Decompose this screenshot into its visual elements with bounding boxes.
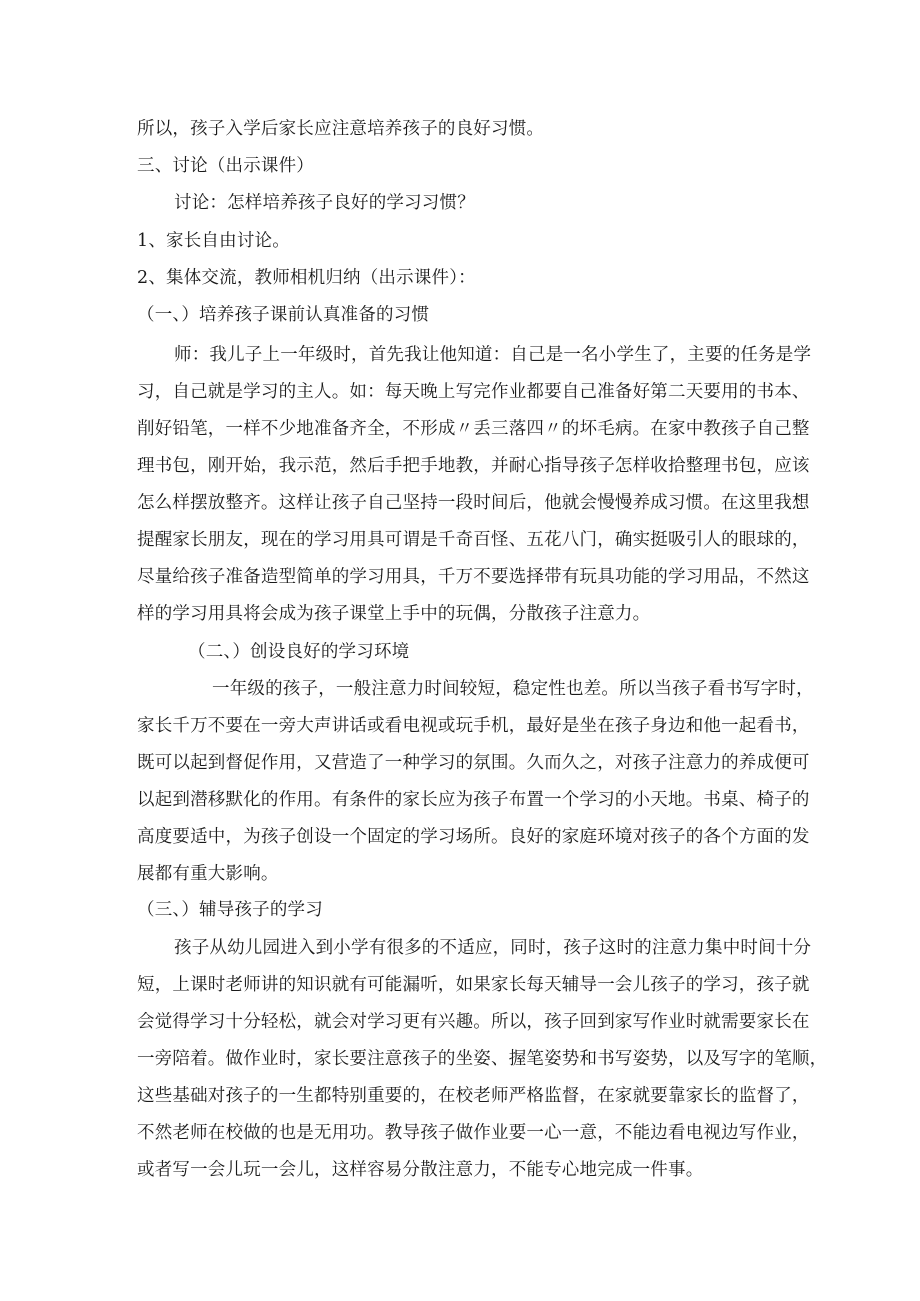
text-line: 1、家长自由讨论。 [137, 231, 290, 251]
text-line: 理书包，刚开始，我示范，然后手把手地教，并耐心指导孩子怎样收拾整理书包，应该 [137, 456, 810, 476]
text-line: 这些基础对孩子的一生都特别重要的，在校老师严格监督，在家就要靠家长的监督了， [137, 1086, 810, 1106]
text-line: 怎么样摆放整齐。这样让孩子自己坚持一段时间后，他就会慢慢养成习惯。在这里我想 [137, 493, 810, 513]
subsection-heading: （一、）培养孩子课前认真准备的习惯 [137, 305, 430, 325]
text-line: 习，自己就是学习的主人。如：每天晚上写完作业都要自己准备好第二天要用的书本、 [137, 382, 810, 402]
text-line: 一旁陪着。做作业时，家长要注意孩子的坐姿、握笔姿势和书写姿势，以及写字的笔顺， [137, 1049, 828, 1069]
text-line: 不然老师在校做的也是无用功。教导孩子做作业要一心一意，不能边看电视边写作业， [137, 1123, 810, 1143]
text-line: 提醒家长朋友，现在的学习用具可谓是千奇百怪、五花八门，确实挺吸引人的眼球的， [137, 530, 810, 550]
text-line: 一年级的孩子，一般注意力时间较短，稳定性也差。所以当孩子看书写字时， [212, 679, 814, 699]
text-line: 师：我儿子上一年级时，首先我让他知道：自己是一名小学生了，主要的任务是学 [174, 345, 812, 365]
text-line: 样的学习用具将会成为孩子课堂上手中的玩偶，分散孩子注意力。 [137, 604, 651, 624]
text-line: 削好铅笔，一样不少地准备齐全，不形成〃丢三落四〃的坏毛病。在家中教孩子自己整 [137, 419, 810, 439]
text-line: 以起到潜移默化的作用。有条件的家长应为孩子布置一个学习的小天地。书桌、椅子的 [137, 790, 810, 810]
text-line: 孩子从幼儿园进入到小学有很多的不适应，同时，孩子这时的注意力集中时间十分 [174, 938, 812, 958]
text-line: 既可以起到督促作用，又营造了一种学习的氛围。久而久之，对孩子注意力的养成便可 [137, 753, 810, 773]
section-heading: 三、讨论（出示课件） [137, 156, 314, 176]
text-line: 所以，孩子入学后家长应注意培养孩子的良好习惯。 [137, 119, 545, 139]
subsection-heading: （三、）辅导孩子的学习 [137, 900, 323, 920]
text-line: 尽量给孩子准备造型简单的学习用具，千万不要选择带有玩具功能的学习用品，不然这 [137, 567, 810, 587]
text-line: 会觉得学习十分轻松，就会对学习更有兴趣。所以，孩子回到家写作业时就需要家长在 [137, 1012, 810, 1032]
text-line: 短，上课时老师讲的知识就有可能漏听，如果家长每天辅导一会儿孩子的学习，孩子就 [137, 975, 810, 995]
text-line: 高度要适中，为孩子创设一个固定的学习场所。良好的家庭环境对孩子的各个方面的发 [137, 827, 810, 847]
text-line: 展都有重大影响。 [137, 864, 279, 884]
text-line: 2、集体交流，教师相机归纳（出示课件）： [137, 268, 476, 288]
text-line: 家长千万不要在一旁大声讲话或看电视或玩手机，最好是坐在孩子身边和他一起看书， [137, 716, 810, 736]
text-line: 讨论：怎样培养孩子良好的学习习惯？ [174, 193, 475, 213]
subsection-heading: （二、）创设良好的学习环境 [188, 642, 410, 662]
text-line: 或者写一会儿玩一会儿，这样容易分散注意力，不能专心地完成一件事。 [137, 1160, 704, 1180]
